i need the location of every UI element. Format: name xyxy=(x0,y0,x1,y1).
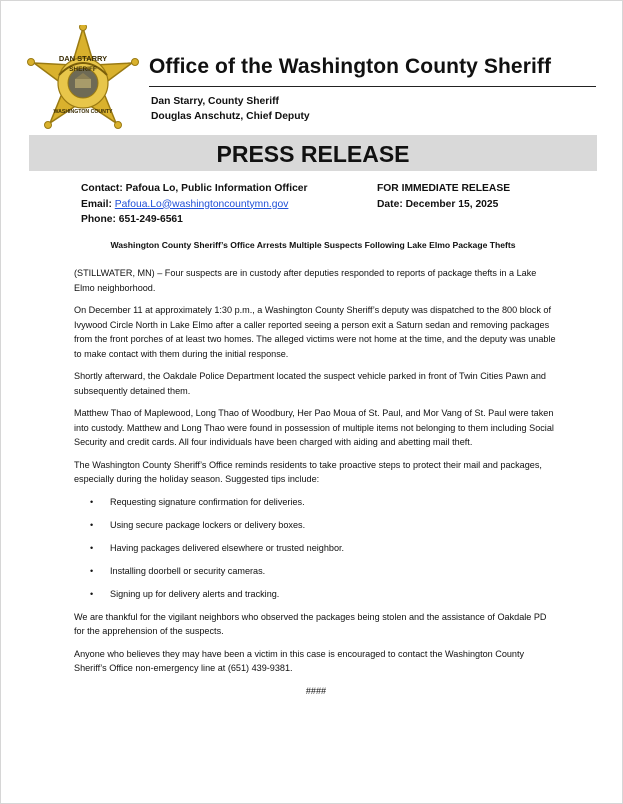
paragraph: Matthew Thao of Maplewood, Long Thao of Woodbury, Her Pao Moua of St. Paul, and Mor Vang of St. Paul were taken into custody. Matthew and Long Thao were found in possession of multiple items not belonging to them including Social Security and credit cards. All four individuals have been charged with aiding and abetting mail theft. xyxy=(74,408,554,447)
list-item: • Having packages delivered elsewhere or trusted neighbor. xyxy=(74,541,558,556)
svg-text:WASHINGTON COUNTY: WASHINGTON COUNTY xyxy=(53,109,113,115)
paragraph: We are thankful for the vigilant neighbors who observed the packages being stolen and the assistance of Oakdale PD for the apprehension of the suspects. xyxy=(74,611,547,637)
sheriff-name: Dan Starry, County Sheriff xyxy=(151,96,279,107)
paragraph: Anyone who believes they may have been a victim in this case is encouraged to contact the Washington County Sheriff’s Office non-emergency line at (651) 439-9381. xyxy=(74,648,525,674)
email-link[interactable]: Pafoua.Lo@washingtoncountymn.gov xyxy=(114,198,289,210)
contact-email-row xyxy=(81,197,308,213)
banner-title: PRESS RELEASE xyxy=(216,141,410,167)
bullet-icon: • xyxy=(90,519,94,530)
paragraph: On December 11 at approximately 1:30 p.m., a Washington County Sheriff’s deputy was dispatched to the 800 block of Ivywood Circle North in Lake Elmo after a caller reported seeing a person exit a Saturn sedan and removing packages from the front porches of at least two homes. The alleged victims were not home at the time, and the deputy was unable to make contact with them during the initial response. xyxy=(74,305,556,359)
svg-text:SHERIFF: SHERIFF xyxy=(69,66,97,73)
list-item: • Signing up for delivery alerts and tracking. xyxy=(74,587,558,602)
chief-deputy-name: Douglas Anschutz, Chief Deputy xyxy=(151,111,310,122)
release-block xyxy=(377,181,510,212)
office-title: Office of the Washington County Sheriff xyxy=(149,55,552,78)
tips-list xyxy=(74,495,558,602)
release-body xyxy=(74,266,558,698)
svg-text:DAN STARRY: DAN STARRY xyxy=(58,54,108,63)
sheriff-badge-icon xyxy=(25,25,141,141)
bullet-icon: • xyxy=(90,588,94,599)
contact-phone: Phone: 651-249-6561 xyxy=(81,214,183,225)
paragraph: Shortly afterward, the Oakdale Police Department located the suspect vehicle parked in front of Twin Cities Pawn and subsequently detained them. xyxy=(74,371,546,396)
list-item: • Requesting signature confirmation for deliveries. xyxy=(74,495,558,510)
list-item: • Installing doorbell or security cameras. xyxy=(74,564,558,579)
list-item: • Using secure package lockers or delivery boxes. xyxy=(74,518,558,533)
paragraph: The Washington County Sheriff’s Office reminds residents to take proactive steps to protect their mail and packages, especially during the holiday season. Suggested tips include: xyxy=(74,459,542,484)
contact-person: Contact: Pafoua Lo, Public Information Officer xyxy=(81,183,308,194)
paragraph: (STILLWATER, MN) – Four suspects are in custody after deputies responded to reports of package thefts in a Lake Elmo neighborhood. xyxy=(74,268,537,293)
release-date: Date: December 15, 2025 xyxy=(377,198,499,210)
officials-block xyxy=(151,94,310,124)
contact-block xyxy=(81,181,308,228)
email-label: Email: xyxy=(81,198,112,210)
header-divider xyxy=(149,86,596,87)
end-mark: #### xyxy=(305,685,327,696)
headline: Washington County Sheriff’s Office Arrests Multiple Suspects Following Lake Elmo Package Thefts xyxy=(110,240,516,250)
bullet-icon: • xyxy=(90,496,94,507)
release-status: FOR IMMEDIATE RELEASE xyxy=(377,183,511,194)
bullet-icon: • xyxy=(90,542,94,553)
press-release-banner xyxy=(29,135,597,171)
bullet-icon: • xyxy=(90,565,94,576)
